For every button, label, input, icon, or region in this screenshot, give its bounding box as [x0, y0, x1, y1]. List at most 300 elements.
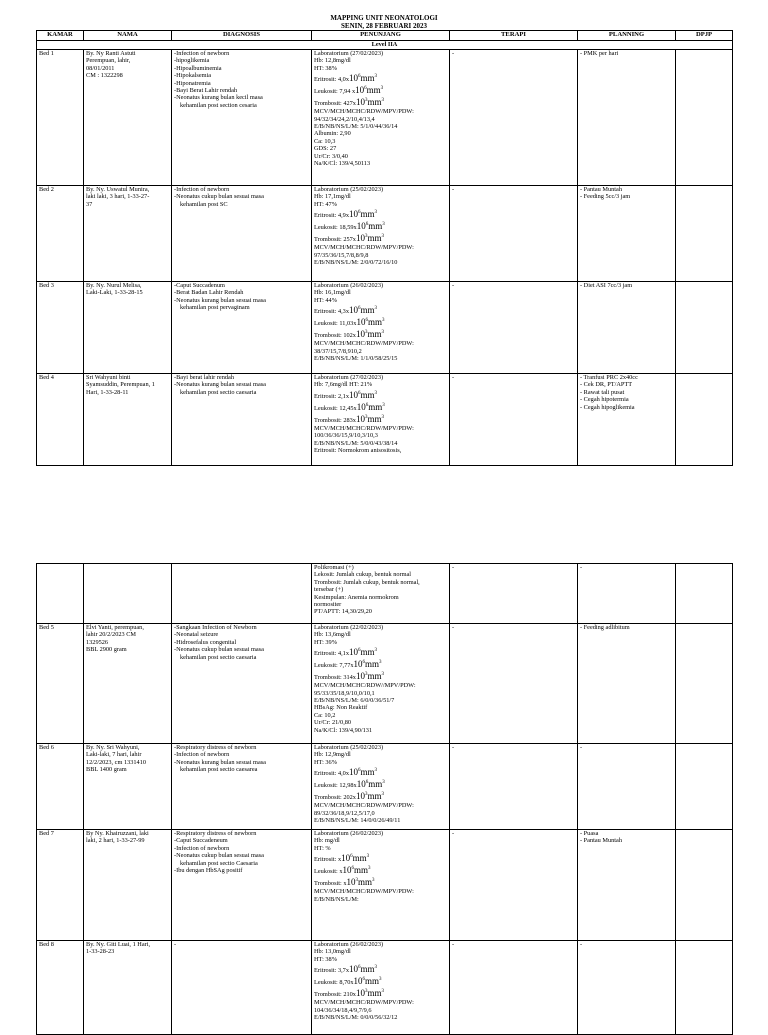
- dpjp-cell: [676, 50, 733, 186]
- diagnosis-line: -hipoglikemia: [174, 57, 210, 65]
- lab-line: E/B/NB/NS/L/M: 5/1/0/44/36/14: [314, 123, 398, 131]
- lab-exponent: 6: [362, 660, 366, 666]
- lab-unit-power: 3: [374, 648, 377, 654]
- lab-line: [314, 670, 447, 682]
- terapi-cell: -: [450, 564, 578, 624]
- nama-cell: [84, 564, 172, 624]
- lab-value: Leukosit: 12,98x: [314, 782, 357, 790]
- nama-cell: [84, 830, 172, 941]
- lab-line: Laboratorium (22/02/2023): [314, 624, 384, 631]
- nama-line: Hari, 1-33-28-11: [86, 388, 129, 396]
- lab-base: 10: [342, 865, 352, 876]
- nama-line: Sri Wahyuni binti: [86, 374, 131, 381]
- lab-unit-text: mm: [360, 305, 375, 316]
- lab-value: Trombosit: 427x: [314, 100, 356, 108]
- planning-cell: [578, 282, 676, 374]
- penunjang-cell: [312, 50, 450, 186]
- nama-line: laki laki, 3 hari, 1-33-27-: [86, 193, 150, 201]
- lab-unit-text: mm: [367, 671, 382, 682]
- lab-line: MCV/MCH/MCHC/RDW//MPV/PDW:: [314, 682, 416, 690]
- lab-line: [314, 72, 447, 84]
- planning-line: - Puasa: [580, 830, 599, 837]
- diagnosis-line: -Ibu dengan HbSAg positif: [174, 867, 243, 875]
- terapi-cell: -: [450, 744, 578, 830]
- table-row: [37, 374, 733, 466]
- table-row: [37, 744, 733, 830]
- lab-unit-text: mm: [367, 791, 382, 802]
- lab-line: HT: 47%: [314, 200, 337, 208]
- nama-line: CM : 1322298: [86, 72, 123, 80]
- lab-unit-power: 3: [374, 210, 377, 216]
- nama-line: By. Ny. Sri Wahyuni,: [86, 744, 140, 751]
- lab-unit-power: 3: [382, 222, 385, 228]
- lab-line: HT: 39%: [314, 638, 337, 646]
- lab-base: 10: [355, 988, 365, 999]
- lab-unit-text: mm: [367, 233, 382, 244]
- nama-line: By. Ny. Uswatul Munira,: [86, 186, 150, 193]
- diagnosis-line: kehamilan post SC: [180, 200, 228, 208]
- lab-base: 10: [356, 779, 366, 790]
- lab-base: 10: [341, 853, 351, 864]
- lab-exponent: 6: [357, 768, 361, 774]
- dpjp-cell: [676, 624, 733, 744]
- lab-base: 10: [355, 329, 365, 340]
- lab-base: 10: [348, 389, 358, 400]
- lab-unit: [357, 221, 385, 231]
- lab-line: Kesimpulan: Anemia normokrom: [314, 593, 399, 601]
- lab-unit: [349, 390, 377, 400]
- lab-unit-text: mm: [360, 767, 375, 778]
- lab-line: HBsAg: Non Reaktif: [314, 704, 368, 712]
- lab-line: [314, 790, 447, 802]
- lab-unit-power: 3: [381, 330, 384, 336]
- lab-base: 10: [353, 976, 363, 987]
- lab-value: Leukosit: x: [314, 868, 343, 876]
- lab-exponent: 3: [364, 414, 368, 420]
- diagnosis-cell: [172, 941, 312, 1035]
- lab-line: Hb: 13,6mg/dl: [314, 631, 351, 639]
- diagnosis-line: -Bayi berat lahir rendah: [174, 374, 234, 381]
- lab-line: E/B/NB/NS/L/M: 6/0/0/36/51/7: [314, 697, 395, 705]
- kamar-cell: Bed 7: [37, 830, 84, 941]
- kamar-cell: [37, 564, 84, 624]
- diagnosis-line: -Neonatus cukup bulan sesuai masa: [174, 193, 264, 201]
- lab-unit: [354, 659, 382, 669]
- lab-line: [314, 96, 447, 108]
- lab-line: [314, 232, 447, 244]
- diagnosis-line: -Hipokalsemia: [174, 72, 212, 80]
- lab-unit-text: mm: [354, 865, 369, 876]
- lab-base: 10: [355, 97, 365, 108]
- kamar-cell: Bed 4: [37, 374, 84, 466]
- lab-line: 100/36/36/15,9/10,3/10,3: [314, 432, 378, 440]
- diagnosis-cell: [172, 374, 312, 466]
- diagnosis-cell: [172, 564, 312, 624]
- penunjang-cell: [312, 624, 450, 744]
- nama-cell: [84, 282, 172, 374]
- lab-base: 10: [356, 221, 366, 232]
- lab-unit-text: mm: [360, 389, 375, 400]
- lab-line: HT: 36%: [314, 758, 337, 766]
- lab-value: Eritrosit: 4,0x: [314, 76, 349, 84]
- lab-base: 10: [355, 791, 365, 802]
- planning-line: -: [580, 744, 583, 751]
- lab-line: [314, 766, 447, 778]
- nama-line: By. Ny. Nurul Melisa,: [86, 282, 142, 289]
- header-dpjp: DPJP: [676, 31, 733, 41]
- lab-exponent: 6: [350, 854, 353, 860]
- lab-unit-power: 3: [381, 792, 384, 798]
- diagnosis-line: -Hidrosefalus congenital: [174, 638, 237, 646]
- lab-value: Leukosit: 7,77x: [314, 662, 354, 670]
- penunjang-cell: [312, 564, 450, 624]
- lab-unit-text: mm: [367, 988, 382, 999]
- lab-line: MCV/MCH/MCHC/RDW/MPV/PDW:: [314, 802, 414, 810]
- lab-base: 10: [348, 209, 358, 220]
- lab-unit: [356, 671, 384, 681]
- lab-value: Eritrosit: 4,3x: [314, 308, 349, 316]
- lab-unit: [356, 97, 384, 107]
- lab-line: Na/K/Cl: 139/4,50113: [314, 160, 371, 168]
- diagnosis-line: kehamilan post pervaginam: [180, 304, 250, 312]
- nama-line: Perempuan, lahir,: [86, 57, 131, 65]
- lab-exponent: 6: [357, 306, 361, 312]
- lab-unit-power: 3: [382, 402, 385, 408]
- lab-line: Ca: 10,2: [314, 711, 336, 719]
- dpjp-cell: [676, 830, 733, 941]
- table-row: [37, 186, 733, 282]
- lab-unit: [349, 964, 377, 974]
- diagnosis-line: -Berat Badan Lahir Rendah: [174, 289, 244, 297]
- lab-value: Eritrosit: 4,1x: [314, 650, 349, 658]
- lab-unit: [354, 976, 382, 986]
- planning-line: -: [580, 941, 583, 948]
- lab-value: Trombosit: 257x: [314, 236, 356, 244]
- lab-line: Albumin: 2,90: [314, 130, 351, 138]
- diagnosis-cell: [172, 744, 312, 830]
- lab-line: 38/37/15,7/8,910,2: [314, 347, 362, 355]
- lab-line: MCV/MCH/MCHC/RDW/MPV/PDW:: [314, 244, 414, 252]
- planning-line: - Cek DR, PT/APTT: [580, 381, 633, 389]
- lab-line: [314, 208, 447, 220]
- lab-unit-power: 3: [374, 306, 377, 312]
- penunjang-cell: [312, 830, 450, 941]
- lab-exponent: 3: [364, 989, 368, 995]
- lab-unit: [356, 329, 384, 339]
- lab-exponent: 3: [364, 330, 368, 336]
- lab-base: 10: [355, 413, 365, 424]
- lab-line: 104/36/34/18,4/9,7/9,6: [314, 1006, 372, 1014]
- dpjp-cell: [676, 744, 733, 830]
- lab-exponent: 6: [365, 318, 368, 324]
- terapi-cell: -: [450, 282, 578, 374]
- lab-line: [314, 316, 447, 328]
- planning-line: - Cegah hipoglikemia: [580, 403, 635, 411]
- lab-unit-text: mm: [368, 401, 383, 412]
- page-2: [36, 563, 732, 1035]
- lab-unit-text: mm: [368, 221, 383, 232]
- nama-line: BBL 2900 gram: [86, 646, 127, 654]
- kamar-cell: Bed 3: [37, 282, 84, 374]
- penunjang-cell: [312, 186, 450, 282]
- diagnosis-line: -Neonatal seizure: [174, 631, 219, 639]
- table-row-continuation: [37, 564, 733, 624]
- lab-exponent: 6: [351, 866, 355, 872]
- nama-cell: [84, 624, 172, 744]
- lab-line: HT: 38%: [314, 955, 337, 963]
- dpjp-cell: [676, 282, 733, 374]
- diagnosis-cell: [172, 830, 312, 941]
- lab-unit-power: 3: [379, 660, 382, 666]
- lab-unit-power: 3: [382, 780, 385, 786]
- lab-unit: [357, 402, 385, 412]
- lab-exponent: 3: [364, 792, 368, 798]
- planning-line: - Feeding 5cc/3 jam: [580, 193, 631, 201]
- kamar-cell: Bed 1: [37, 50, 84, 186]
- dpjp-cell: [676, 941, 733, 1035]
- lab-line: Laboratorium (27/02/2023): [314, 50, 384, 57]
- lab-unit-power: 3: [381, 414, 384, 420]
- lab-unit-power: 3: [381, 234, 384, 240]
- lab-unit-text: mm: [365, 976, 380, 987]
- nama-cell: [84, 50, 172, 186]
- diagnosis-line: -Neonatus kurang bulan sesuai masa: [174, 381, 266, 389]
- lab-line: Hb: 16,1mg/dl: [314, 289, 351, 297]
- lab-value: Leukosit: 11,03x: [314, 320, 357, 328]
- lab-exponent: 6: [357, 74, 361, 80]
- lab-unit: [356, 791, 384, 801]
- lab-line: [314, 987, 447, 999]
- lab-line: [314, 84, 447, 96]
- diagnosis-line: -Infection of newborn: [174, 50, 230, 57]
- terapi-cell: -: [450, 50, 578, 186]
- penunjang-cell: [312, 941, 450, 1035]
- lab-unit-power: 3: [366, 854, 370, 860]
- planning-line: - Rawat tali pusat: [580, 388, 625, 396]
- lab-unit-power: 3: [374, 390, 377, 396]
- lab-line: [314, 304, 447, 316]
- diagnosis-line: -Neonatus kurang bulan kecil masa: [174, 94, 263, 102]
- lab-line: [314, 389, 447, 401]
- lab-line: Laboratorium (25/02/2023): [314, 186, 384, 193]
- lab-value: Trombosit: 202x: [314, 794, 356, 802]
- lab-value: Eritrosit: 4,0x: [314, 770, 349, 778]
- nama-line: By. Ny. Giti Luai, 1 Hari,: [86, 941, 151, 948]
- lab-base: 10: [348, 305, 358, 316]
- lab-line: Polikromasi (+): [314, 564, 354, 571]
- lab-line: 94/32/34/24,2/10,4/13,4: [314, 115, 375, 123]
- planning-cell: [578, 941, 676, 1035]
- planning-line: - Diet ASI 7cc/3 jam: [580, 282, 633, 289]
- lab-base: 10: [346, 877, 356, 888]
- header-terapi: TERAPI: [450, 31, 578, 41]
- lab-line: Laboratorium (27/02/2023): [314, 374, 384, 381]
- lab-unit-text: mm: [368, 779, 383, 790]
- planning-line: - Feeding adlibitum: [580, 624, 630, 631]
- nama-line: Syamsuddin, Perempuan, 1: [86, 381, 155, 389]
- lab-line: Hb: 7,6mg/dl HT: 21%: [314, 381, 373, 389]
- lab-exponent: 6: [365, 222, 369, 228]
- lab-line: Laboratorium (26/02/2023): [314, 830, 384, 837]
- lab-line: Eritrosit: Normokrom anisositosis,: [314, 447, 402, 455]
- nama-line: BBL 1400 gram: [86, 766, 127, 774]
- lab-exponent: 3: [364, 672, 368, 678]
- penunjang-cell: [312, 374, 450, 466]
- planning-cell: [578, 374, 676, 466]
- nama-line: Laki-laki, 7 hari, lahir: [86, 751, 142, 759]
- lab-line: E/B/NB/NS/L/M: 2/0/0/72/16/10: [314, 259, 398, 267]
- diagnosis-line: -: [174, 941, 177, 948]
- lab-unit-text: mm: [366, 85, 381, 96]
- nama-line: laki, 2 hari, 1-33-27-99: [86, 837, 145, 845]
- table-row: [37, 830, 733, 941]
- lab-line: E/B/NB/NS/L/M: 0/0/0/56/32/12: [314, 1014, 398, 1022]
- lab-exponent: 6: [364, 86, 367, 92]
- lab-value: Trombosit: x: [314, 880, 347, 888]
- header-nama: NAMA: [84, 31, 172, 41]
- lab-line: HT: %: [314, 844, 331, 852]
- terapi-cell: -: [450, 941, 578, 1035]
- lab-line: Hb: 12,8mg/dl: [314, 57, 351, 65]
- lab-unit-text: mm: [360, 964, 375, 975]
- nama-line: By Ny. Khairuzzani, laki: [86, 830, 149, 837]
- terapi-cell: -: [450, 830, 578, 941]
- diagnosis-line: kehamilan post sectio caesarea: [180, 766, 258, 774]
- header-planning: PLANNING: [578, 31, 676, 41]
- lab-line: [314, 328, 447, 340]
- lab-line: Hb: mg/dl: [314, 837, 340, 845]
- kamar-cell: Bed 8: [37, 941, 84, 1035]
- diagnosis-line: -Bayi Berat Lahir rendah: [174, 87, 238, 95]
- lab-unit-power: 3: [368, 866, 371, 872]
- lab-unit: [341, 853, 369, 863]
- planning-line: - Pantau Muntah: [580, 186, 622, 193]
- document-date: SENIN, 28 FEBRUARI 2023: [341, 22, 427, 30]
- dpjp-cell: [676, 186, 733, 282]
- diagnosis-cell: [172, 50, 312, 186]
- diagnosis-line: -Respiratory distress of newborn: [174, 830, 257, 837]
- nama-line: 12/2/2023, cm 1331410: [86, 758, 146, 766]
- lab-line: [314, 220, 447, 232]
- lab-base: 10: [348, 73, 358, 84]
- lab-line: Ca: 10,3: [314, 137, 336, 145]
- table-row: [37, 624, 733, 744]
- header-kamar: KAMAR: [37, 31, 84, 41]
- lab-value: Trombosit: 314x: [314, 674, 356, 682]
- diagnosis-line: -Neonatus kurang bulan sesuai masa: [174, 296, 266, 304]
- header-penunjang: PENUNJANG: [312, 31, 450, 41]
- lab-line: Hb: 12,9mg/dl: [314, 751, 351, 759]
- lab-line: MCV/MCH/MCHC/RDW/MPV/PDW:: [314, 108, 414, 116]
- diagnosis-line: -Neonatus cukup bulan sesuai masa: [174, 646, 264, 654]
- planning-line: - PMK per hari: [580, 50, 619, 57]
- lab-line: [314, 646, 447, 658]
- planning-line: - Tranfusi PRC 2x40cc: [580, 374, 638, 381]
- lab-exponent: 3: [355, 878, 358, 884]
- lab-line: MCV/MCH/MCHC/RDW/MPV/PDW:: [314, 888, 414, 896]
- diagnosis-line: kehamilan post section cesaria: [180, 101, 257, 109]
- diagnosis-line: -Infection of newborn: [174, 751, 230, 759]
- diagnosis-line: -Caput Succadeneum: [174, 837, 228, 845]
- lab-base: 10: [348, 647, 358, 658]
- lab-exponent: 6: [362, 977, 366, 983]
- kamar-cell: Bed 2: [37, 186, 84, 282]
- lab-line: [314, 975, 447, 987]
- lab-unit: [349, 647, 377, 657]
- lab-line: MCV/MCH/MCHC/RDW/MPV/PDW:: [314, 424, 414, 432]
- lab-unit: [349, 767, 377, 777]
- nama-cell: [84, 374, 172, 466]
- lab-line: [314, 413, 447, 425]
- lab-line: Laboratorium (26/02/2023): [314, 941, 384, 948]
- lab-unit-power: 3: [379, 977, 382, 983]
- nama-cell: [84, 941, 172, 1035]
- diagnosis-line: -Sangkaan Infection of Newborn: [174, 624, 257, 631]
- lab-line: normositer: [314, 601, 342, 609]
- lab-line: Trombosit: Jumlah cukup, bentuk normal,: [314, 578, 420, 586]
- nama-line: 37: [86, 200, 93, 208]
- lab-line: PT/APTT: 14,30/29,20: [314, 608, 372, 616]
- nama-line: Elvi Yanti, perempuan,: [86, 624, 144, 631]
- planning-cell: [578, 830, 676, 941]
- lab-unit-text: mm: [360, 647, 375, 658]
- lab-exponent: 6: [357, 965, 361, 971]
- lab-line: MCV/MCH/MCHC/RDW/MPV/PDW:: [314, 340, 414, 348]
- lab-line: GDS: 27: [314, 145, 337, 153]
- diagnosis-cell: [172, 186, 312, 282]
- lab-line: Laboratorium (25/02/2023): [314, 744, 384, 751]
- diagnosis-line: kehamilan post sectio caesaria: [180, 653, 257, 661]
- kamar-cell: Bed 6: [37, 744, 84, 830]
- lab-value: Eritrosit: 4,9x: [314, 212, 349, 220]
- lab-line: E/B/NB/NS/L/M:: [314, 895, 359, 903]
- penunjang-cell: [312, 282, 450, 374]
- lab-value: Eritrosit: 2,1x: [314, 392, 349, 400]
- planning-cell: [578, 744, 676, 830]
- diagnosis-line: -Hiponatremia: [174, 79, 211, 87]
- lab-line: [314, 401, 447, 413]
- lab-unit-text: mm: [367, 317, 382, 328]
- lab-line: MCV/MCH/MCHC/RDW/MPV/PDW:: [314, 999, 414, 1007]
- diagnosis-line: -Respiratory distress of newborn: [174, 744, 257, 751]
- lab-base: 10: [355, 85, 365, 96]
- lab-value: Eritrosit: 3,7x: [314, 967, 349, 975]
- lab-unit: [356, 317, 384, 327]
- lab-line: Na/K/Cl: 139/4,90/131: [314, 726, 373, 734]
- terapi-cell: -: [450, 624, 578, 744]
- planning-line: - Pantau Muntah: [580, 837, 622, 845]
- lab-line: E/B/NB/NS/L/M: 5/0/0/43/38/14: [314, 439, 398, 447]
- lab-line: [314, 876, 447, 888]
- lab-unit-text: mm: [365, 659, 380, 670]
- mapping-table-page-1: [36, 30, 733, 466]
- lab-unit-power: 3: [381, 672, 384, 678]
- lab-line: Lekosit: Jumlah cukup, bentuk normal: [314, 571, 412, 579]
- lab-unit: [355, 85, 383, 95]
- lab-unit: [343, 865, 371, 875]
- lab-exponent: 6: [365, 402, 369, 408]
- lab-unit: [356, 988, 384, 998]
- lab-line: 97/35/36/15,7/8,8/9,8: [314, 251, 369, 259]
- header-row: [37, 31, 733, 41]
- lab-value: Leukosit: 18,59x: [314, 224, 357, 232]
- lab-line: HT: 38%: [314, 64, 337, 72]
- lab-line: [314, 658, 447, 670]
- lab-unit-power: 3: [374, 768, 377, 774]
- lab-line: Hb: 13,0mg/dl: [314, 948, 351, 956]
- lab-line: [314, 852, 447, 864]
- terapi-cell: -: [450, 374, 578, 466]
